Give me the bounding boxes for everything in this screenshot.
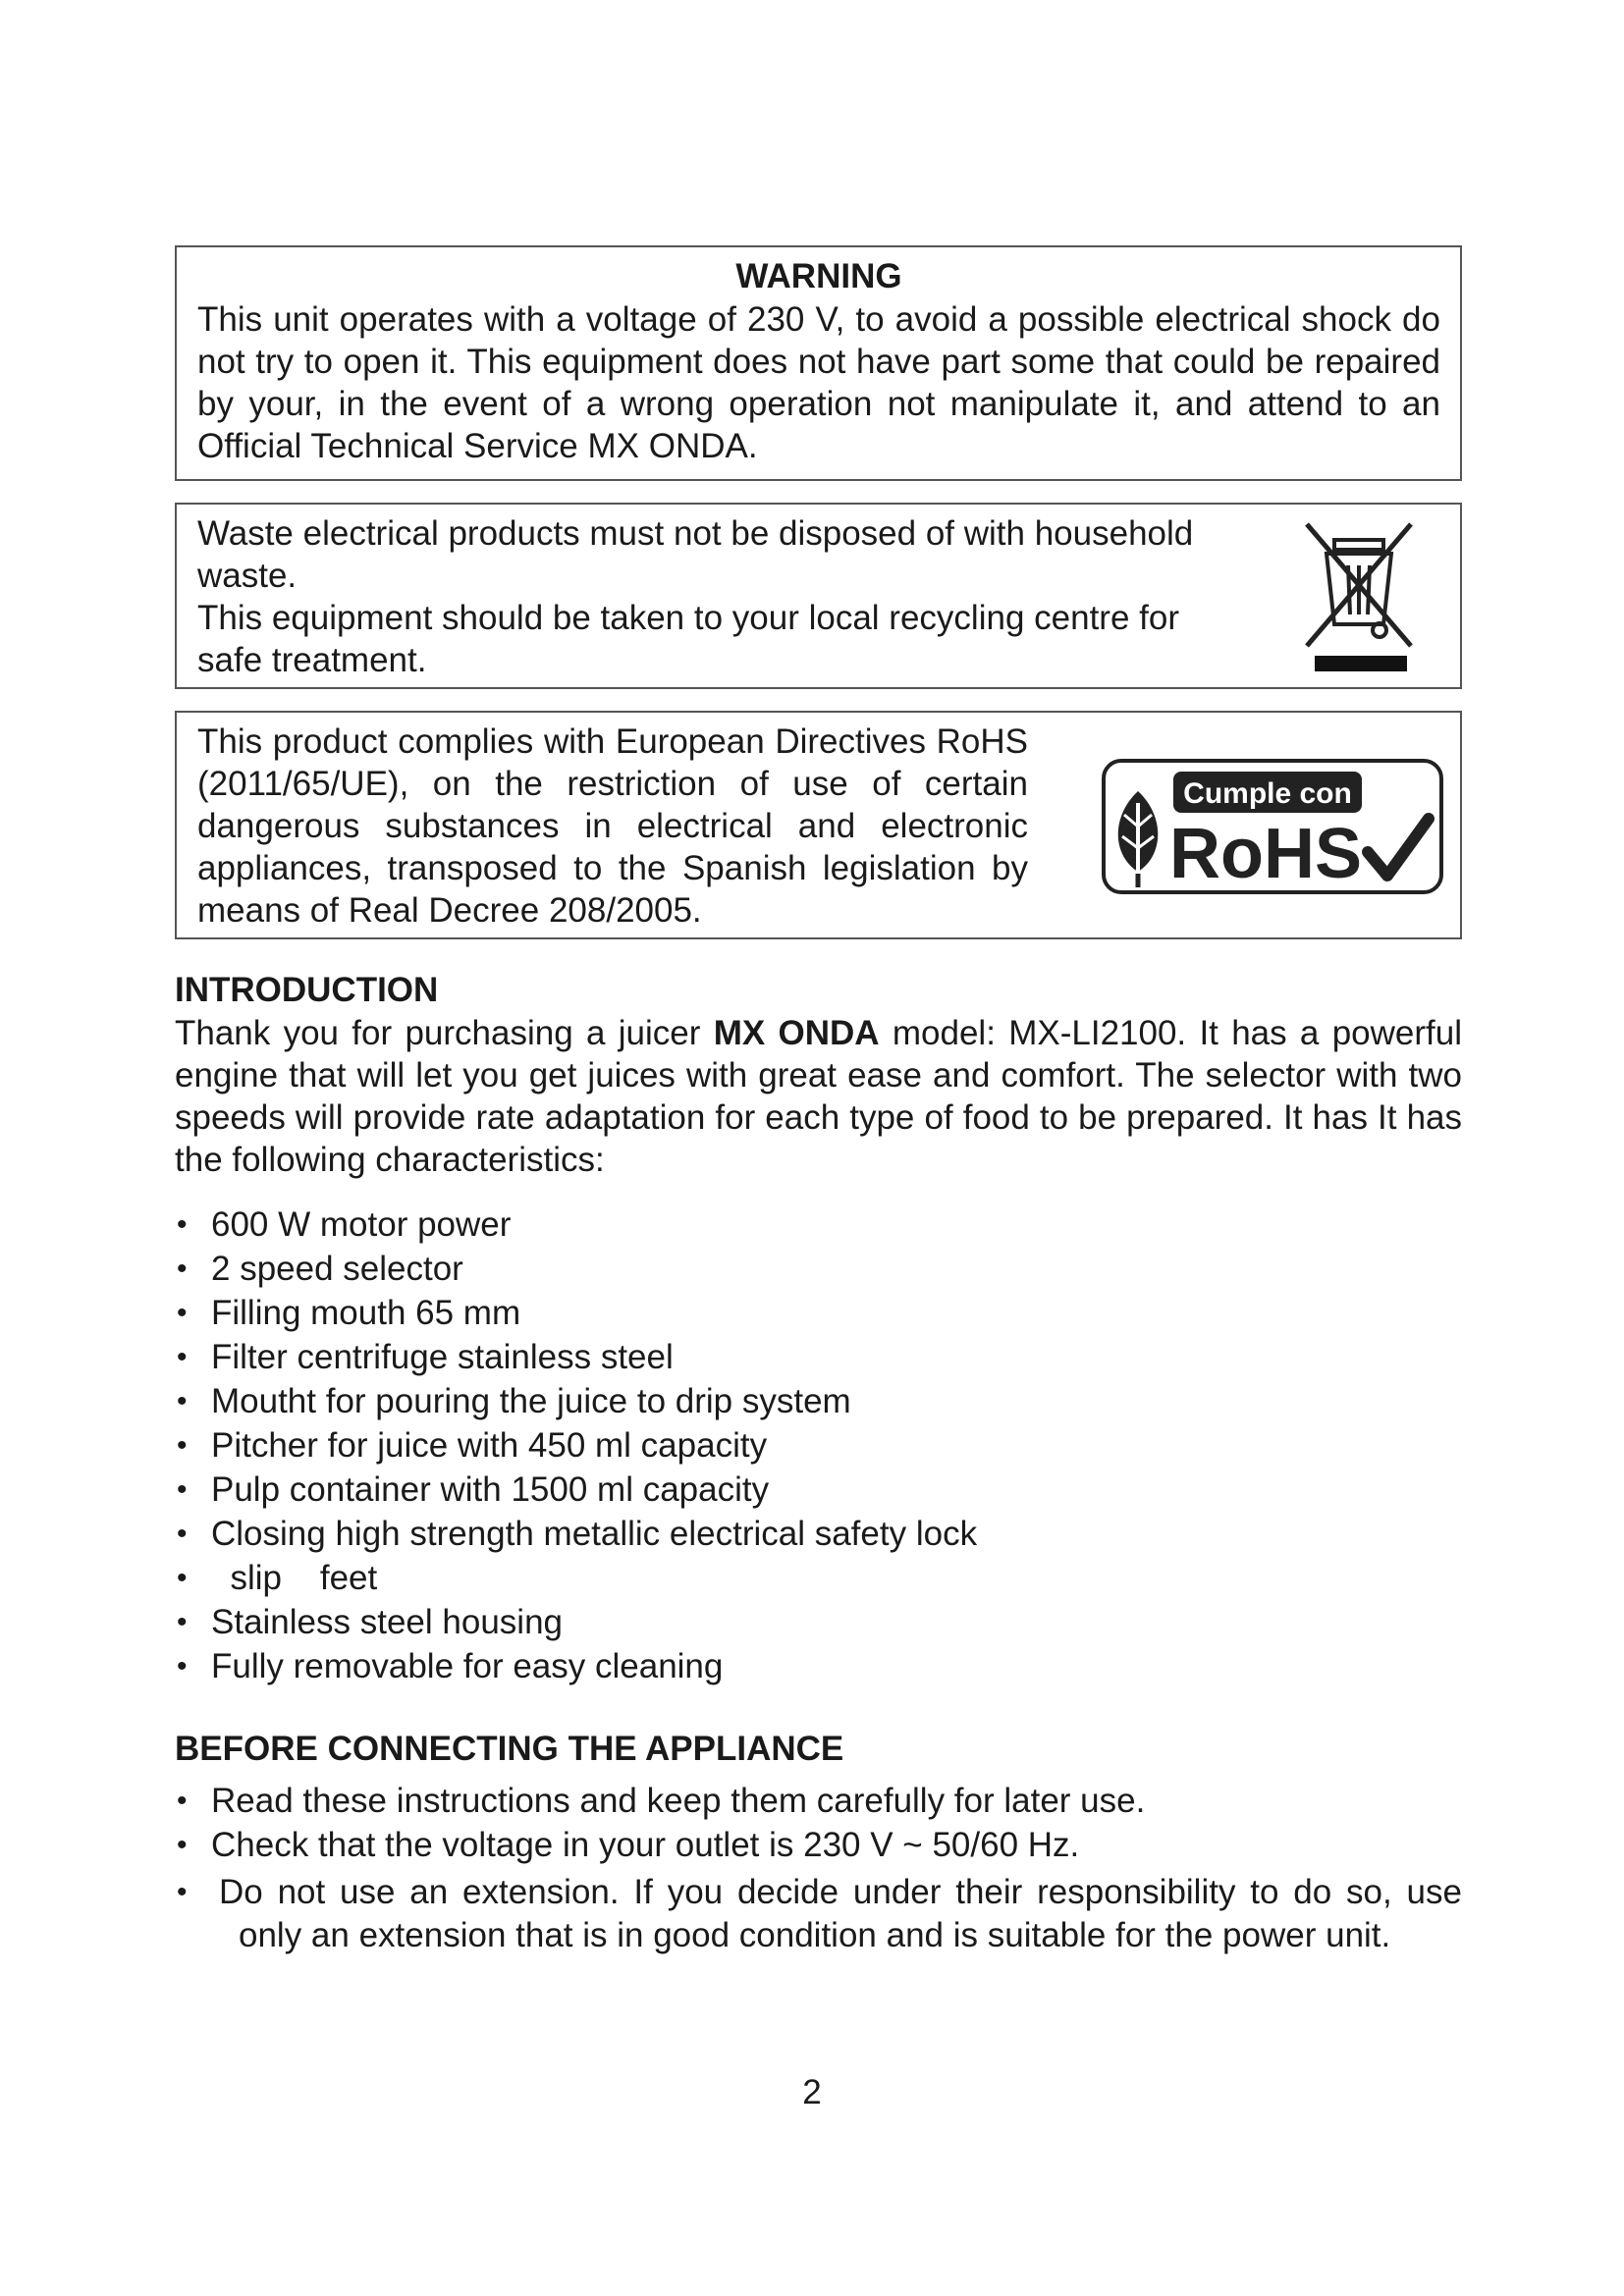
list-item: • Fully removable for easy cleaning [175, 1644, 1462, 1688]
introduction-text: Thank you for purchasing a juicer MX ONDA model: MX-LI2100. It has a powerful engine that will let you get juices with great ease and comfort. The selector with two speeds will provide rate adaptation for each type of food to be prepared. It has It has the following characteristics: [175, 1014, 1462, 1179]
weee-box [175, 503, 1462, 689]
list-item: • 600 W motor power [175, 1202, 1462, 1247]
list-item: • Closing high strength metallic electrical safety lock [175, 1512, 1462, 1556]
page-number: 2 [802, 2073, 822, 2111]
rohs-compliance-logo [1101, 758, 1444, 895]
warning-title: WARNING [735, 257, 902, 295]
before-connecting-heading: BEFORE CONNECTING THE APPLIANCE [175, 1730, 844, 1768]
crossed-out-wheelie-bin-icon [1297, 518, 1421, 675]
list-item: • Filter centrifuge stainless steel [175, 1335, 1462, 1379]
rohs-text: This product complies with European Directives RoHS (2011/65/UE), on the restriction of use of certain dangerous substances in electrical and electronic appliances, transposed to the Spanish legislation by means of Real Decree 208/2005. [197, 722, 1028, 930]
list-item: • 2 speed selector [175, 1247, 1462, 1291]
warning-text: This unit operates with a voltage of 230 V, to avoid a possible electrical shock do not try to open it. This equipment does not have part some that could be repaired by your, in the event of a wrong operation not manipulate it, and attend to an Official Technical Service MX ONDA. [197, 300, 1440, 465]
weee-text-2: This equipment should be taken to your local recycling centre for safe treatment. [197, 599, 1179, 679]
list-item: • Pulp container with 1500 ml capacity [175, 1468, 1462, 1512]
list-item: • Stainless steel housing [175, 1600, 1462, 1644]
features-list [175, 1202, 1462, 1688]
rohs-logo-text: RoHS [1169, 815, 1362, 893]
weee-text-1: Waste electrical products must not be disposed of with household waste. [197, 514, 1194, 595]
list-item: • Pitcher for juice with 450 ml capacity [175, 1423, 1462, 1468]
before-connecting-list [175, 1779, 1462, 1957]
introduction-heading: INTRODUCTION [175, 971, 439, 1009]
list-item: • slip feet [175, 1556, 1462, 1600]
rohs-box [175, 711, 1462, 939]
list-item: • Read these instructions and keep them carefully for later use. [175, 1779, 1462, 1823]
list-item: • Moutht for pouring the juice to drip system [175, 1379, 1462, 1423]
rohs-badge-text: Cumple con [1183, 777, 1352, 810]
brand-name: MX ONDA [713, 1014, 880, 1052]
warning-box [175, 245, 1462, 481]
list-item: • Check that the voltage in your outlet is 230 V ~ 50/60 Hz. [175, 1823, 1462, 1867]
list-item: • Do not use an extension. If you decide under their responsibility to do so, use only an extension that is in good condition and is suitable for the power unit. [175, 1871, 1462, 1957]
manual-page [175, 245, 1462, 1957]
list-item: • Filling mouth 65 mm [175, 1291, 1462, 1335]
